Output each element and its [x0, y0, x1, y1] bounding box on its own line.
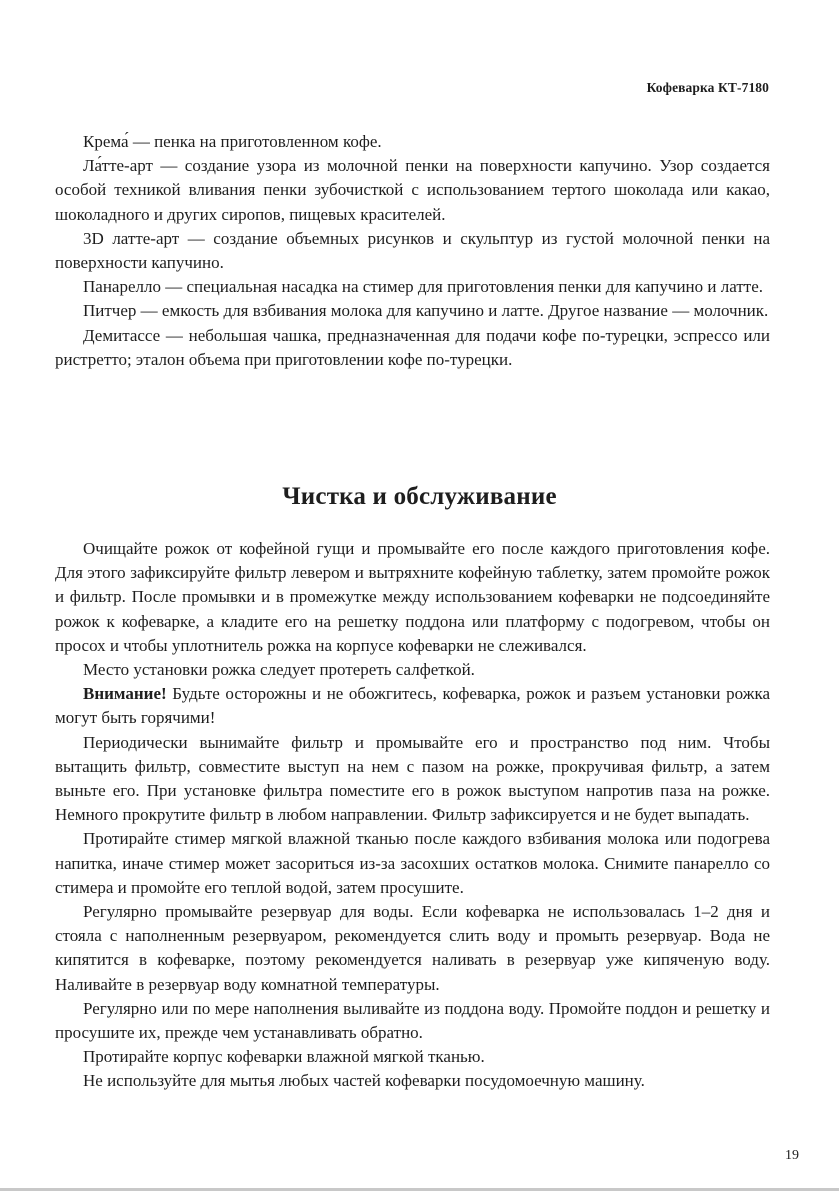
warning-text: Будьте осторожны и не обожгитесь, кофеварка, рожок и разъем установки рожка могут быть горячими!: [55, 684, 770, 728]
paragraph-body-wipe: Протирайте корпус кофеварки влажной мягкой тканью.: [83, 1047, 485, 1067]
paragraph-steamer-cleaning: Протирайте стимер мягкой влажной тканью после каждого взбивания молока или подогрева напитка, иначе стимер может засориться из-за засохших остатков молока. Снимите панарелло со стимера и промойте его теплой водой, затем просушите.: [55, 829, 770, 897]
glossary-entry-crema: Крема́ — пенка на приготовленном кофе.: [83, 132, 382, 151]
glossary-entry-demitasse: Демитассе — небольшая чашка, предназначенная для подачи кофе по-турецки, эспрессо или ристретто; эталон объема при приготовлении кофе по-турецки.: [55, 325, 770, 369]
running-header: Кофеварка КТ-7180: [646, 80, 769, 95]
paragraph-water-tank: Регулярно промывайте резервуар для воды. Если кофеварка не использовалась 1–2 дня и стояла с наполненным резервуаром, рекомендуется слить воду и промыть резервуар. Вода не кипятится в кофеварке, поэтому рекомендуется наливать в резервуар уже кипяченую воду. Наливайте в резервуар воду комнатной температуры.: [55, 902, 770, 994]
glossary-list: [55, 130, 770, 372]
glossary-entry-latte-art: Ла́тте-арт — создание узора из молочной пенки на поверхности капучино. Узор создается особой техникой вливания пенки зубочисткой с использованием тертого шоколада или какао, шоколадного и других сиропов, пищевых красителей.: [55, 156, 770, 224]
cleaning-section-body: [55, 537, 770, 1094]
paragraph-filter-removal: Периодически вынимайте фильтр и промывайте его и пространство под ним. Чтобы вытащить фильтр, совместите выступ на нем с пазом на рожке, прокручивая фильтр, а затем выньте его. При установке фильтра поместите его в рожок выступом напротив паза на рожке. Немного прокрутите фильтр в любом направлении. Фильтр зафиксируется и не будет выпадать.: [55, 732, 770, 825]
section-title: Чистка и обслуживание: [282, 483, 557, 510]
glossary-entry-pitcher: Питчер — емкость для взбивания молока для капучино и латте. Другое название — молочник.: [83, 301, 769, 321]
glossary-entry-panarello: Панарелло — специальная насадка на стимер для приготовления пенки для капучино и латте.: [83, 277, 763, 297]
glossary-entry-3d-latte-art: 3D латте-арт — создание объемных рисунков и скульптур из густой молочной пенки на поверхности капучино.: [55, 228, 770, 273]
paragraph-portafilter-cleaning: Очищайте рожок от кофейной гущи и промывайте его после каждого приготовления кофе. Для этого зафиксируйте фильтр левером и вытряхните кофейную таблетку, затем промойте рожок и фильтр. После промывки и в промежутке между использованием кофеварки не подсоединяйте рожок к кофеварке, а кладите его на решетку поддона или платформу с подогревом, чтобы он просох и чтобы уплотнитель рожка на корпусе кофеварки не слеживался.: [55, 539, 770, 655]
page-number: 19: [785, 1148, 799, 1163]
paragraph-drip-tray: Регулярно или по мере наполнения выливайте из поддона воду. Промойте поддон и решетку и просушите их, прежде чем устанавливать обратно.: [55, 998, 770, 1043]
paragraph-no-dishwasher: Не используйте для мытья любых частей кофеварки посудомоечную машину.: [83, 1071, 645, 1091]
warning-label: Внимание!: [83, 684, 167, 704]
paragraph-wipe-mount: Место установки рожка следует протереть салфеткой.: [83, 660, 475, 680]
paragraph-warning: [55, 682, 770, 730]
